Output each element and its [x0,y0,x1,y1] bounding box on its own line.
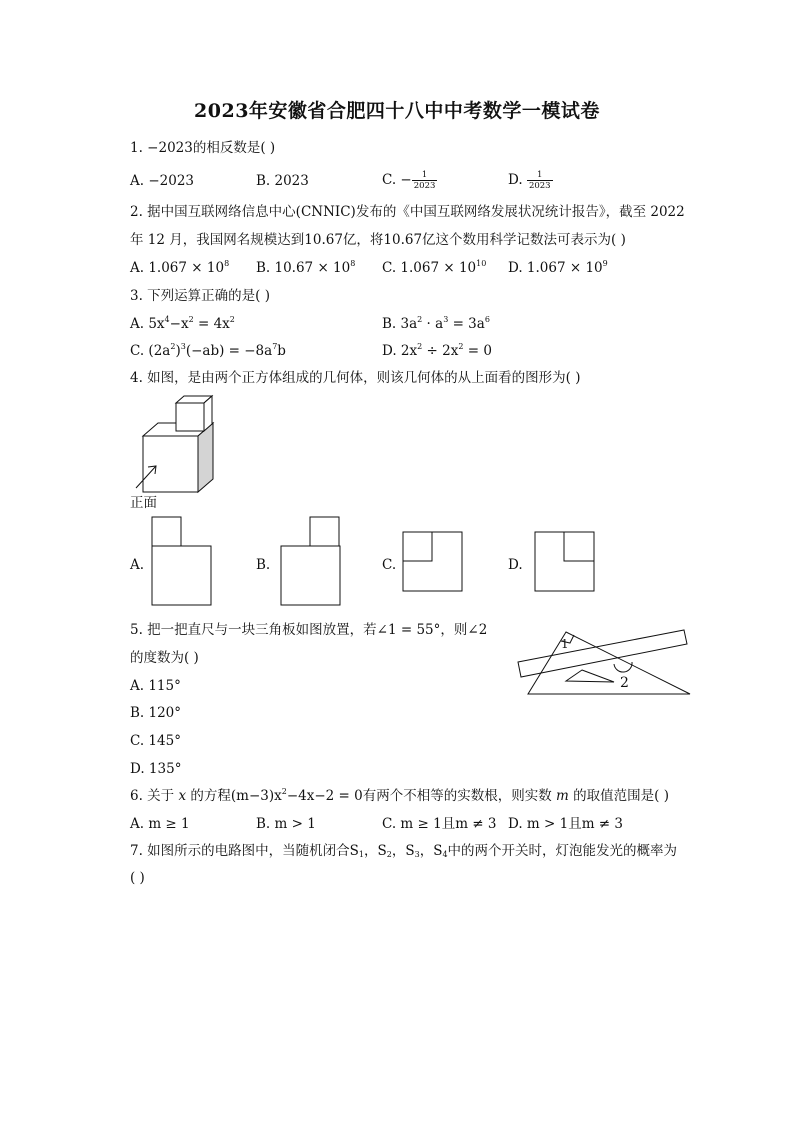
page-title: 2023年安徽省合肥四十八中中考数学一模试卷 [194,100,600,122]
question-1-option-b: B. 2023 [256,173,309,189]
question-4-option-c-label: C. [382,557,397,573]
question-4-option-b-label: B. [256,557,271,573]
question-1-option-a: A. −2023 [130,173,194,189]
question-6-option-b: B. m > 1 [256,816,316,832]
question-4-option-d-label: D. [508,557,523,573]
question-2-option-c: C. $1.067 \times 10^{10}$ [382,259,487,276]
question-3-stem: 3. 下列运算正确的是( ) [130,288,270,304]
question-2-option-a: A. $1.067 \times 10^8$ [130,259,230,276]
question-5-option-c: C. 145° [130,733,181,749]
question-5-option-d: D. 135° [130,761,182,777]
question-7-stem-line-1: 7. 如图所示的电路图中，当随机闭合$S_1$，$S_2$，$S_3$，$S_4$中的两个开关时，灯泡能发光的概率为 [130,843,678,859]
question-4-solid-figure [128,393,218,495]
question-3-option-c: C. $(2a^2)^3(-ab) = -8a^7b$ [130,342,286,359]
question-3-option-a: A. $5x^4-x^2 = 4x^2$ [130,315,235,332]
angle-2-label: 2 [620,675,629,691]
question-1-stem: 1. −2023的相反数是( ) [130,140,276,156]
question-4-option-b-figure [280,516,342,608]
angle-1-label: 1 [561,637,569,651]
question-2-option-d: D. $1.067 \times 10^9$ [508,259,608,276]
question-6-option-a: A. m ≥ 1 [130,816,190,832]
front-view-label: 正面 [130,495,157,511]
question-4-option-a-figure [151,516,213,608]
question-5-ruler-triangle-figure [516,628,692,700]
question-4-option-d-figure [534,531,596,593]
question-2-stem-line-1: 2. 据中国互联网络信息中心(CNNIC)发布的《中国互联网络发展状况统计报告》，截至 2022 [130,204,685,220]
question-5-stem-line-1: 5. 把一把直尺与一块三角板如图放置，若∠1 = 55°，则∠2 [130,622,488,638]
question-2-stem-line-2: 年 12 月，我国网名规模达到10.67亿，将10.67亿这个数用科学记数法可表示为( ) [130,232,626,248]
question-2-option-b: B. $10.67 \times 10^8$ [256,259,356,276]
question-1-option-d: D. $\frac{1}{2023}$ [508,170,551,191]
question-4-option-c-figure [402,531,464,593]
question-5-option-b: B. 120° [130,705,182,721]
question-4-stem: 4. 如图，是由两个正方体组成的几何体，则该几何体的从上面看的图形为( ) [130,370,581,386]
question-4-option-a-label: A. [130,557,145,573]
question-3-option-b: B. $3a^2 \cdot a^3 = 3a^6$ [382,315,490,332]
question-7-stem-line-2: ( ) [130,870,145,886]
question-5-stem-line-2: 的度数为( ) [130,650,199,666]
question-6-option-c: C. m ≥ 1且m ≠ 3 [382,816,497,832]
question-5-option-a: A. 115° [130,678,181,694]
question-6-option-d: D. m > 1且m ≠ 3 [508,816,623,832]
question-1-option-c: C. − $\frac{1}{2023}$ [382,170,436,191]
question-3-option-d: D. $2x^2 \div 2x^2 = 0$ [382,342,492,359]
question-6-stem: 6. 关于 x 的方程$(m-3)x^2-4x-2 = 0$有两个不相等的实数根，则实数 m 的取值范围是( ) [130,787,669,804]
